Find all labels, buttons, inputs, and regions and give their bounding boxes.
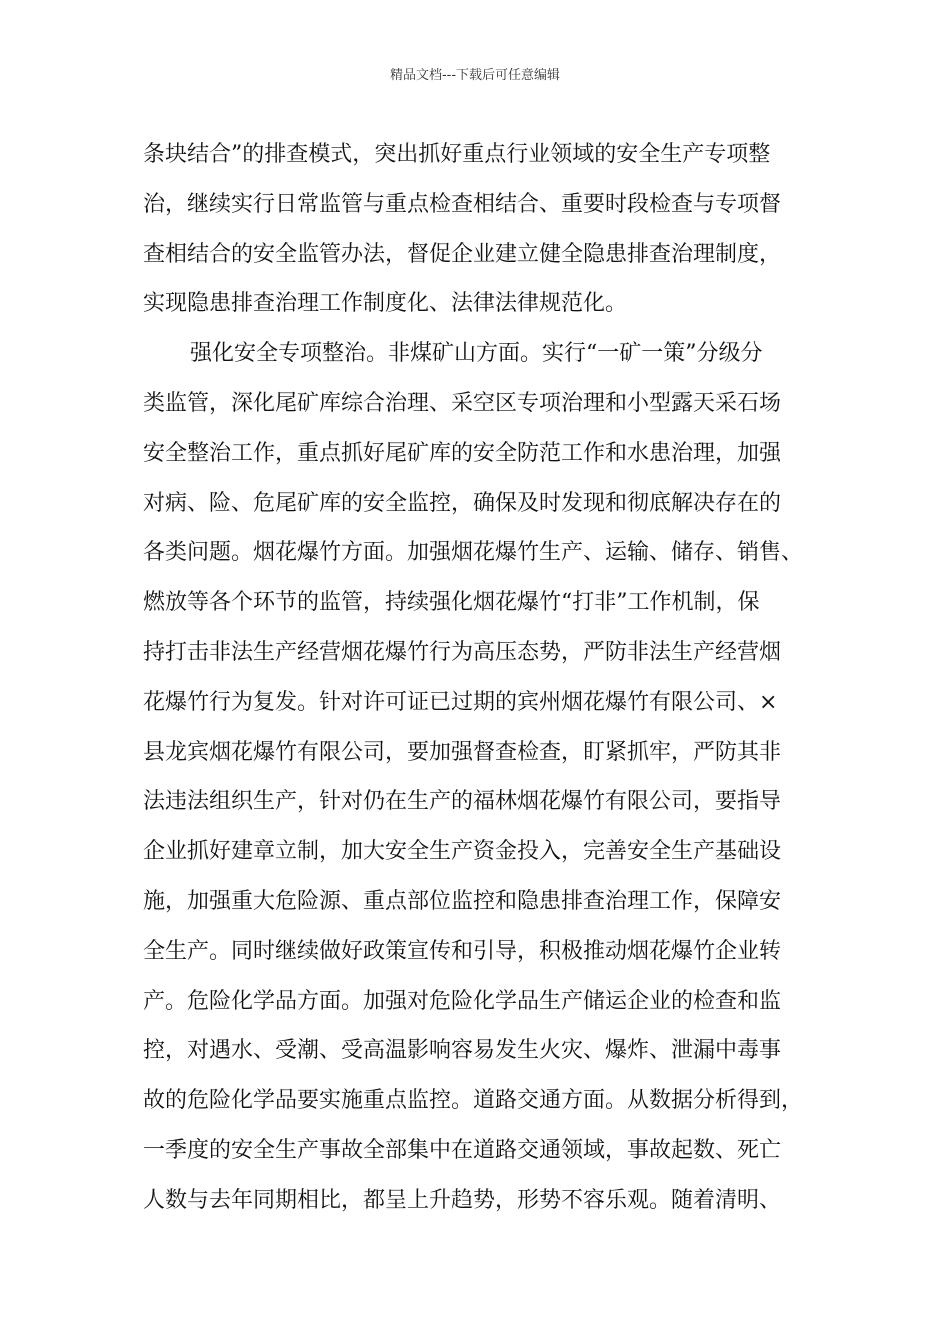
- text-line: 全生产。同时继续做好政策宣传和引导，积极推动烟花爆竹企业转: [143, 938, 782, 964]
- text-line: 持打击非法生产经营烟花爆竹行为高压态势，严防非法生产经营烟: [143, 639, 782, 665]
- document-body: [143, 130, 807, 1226]
- text-line: 治，继续实行日常监管与重点检查相结合、重要时段检查与专项督: [143, 191, 782, 217]
- text-line: 一季度的安全生产事故全部集中在道路交通领域，事故起数、死亡: [143, 1137, 782, 1163]
- text-line: 各类问题。烟花爆竹方面。加强烟花爆竹生产、运输、储存、销售、: [143, 540, 804, 566]
- text-line: 查相结合的安全监管办法，督促企业建立健全隐患排查治理制度，: [143, 241, 782, 267]
- text-line: 对病、险、危尾矿库的安全监控，确保及时发现和彻底解决存在的: [143, 490, 782, 516]
- text-line: 故的危险化学品要实施重点监控。道路交通方面。从数据分析得到，: [143, 1088, 804, 1114]
- text-line: 法违法组织生产，针对仍在生产的福林烟花爆竹有限公司，要指导: [143, 789, 782, 815]
- text-line: 条块结合”的排查模式，突出抓好重点行业领域的安全生产专项整: [143, 142, 771, 167]
- text-line: 县龙宾烟花爆竹有限公司，要加强督查检查，盯紧抓牢，严防其非: [143, 739, 782, 765]
- text-line: 控，对遇水、受潮、受高温影响容易发生火灾、爆炸、泄漏中毒事: [143, 1038, 782, 1064]
- text-line: 花爆竹行为复发。针对许可证已过期的宾州烟花爆竹有限公司、×: [143, 689, 778, 715]
- page-header: 精品文档---下载后可任意编辑: [389, 68, 561, 83]
- text-line: 安全整治工作，重点抓好尾矿库的安全防范工作和水患治理，加强: [143, 440, 782, 466]
- text-line: 企业抓好建章立制，加大安全生产资金投入，完善安全生产基础设: [143, 839, 782, 865]
- text-line: 燃放等各个环节的监管，持续强化烟花爆竹“打非”工作机制，保: [143, 590, 760, 616]
- text-line: 实现隐患排查治理工作制度化、法律法律规范化。: [143, 291, 628, 317]
- text-line: 施，加强重大危险源、重点部位监控和隐患排查治理工作，保障安: [143, 888, 782, 914]
- text-line: 类监管，深化尾矿库综合治理、采空区专项治理和小型露天采石场: [143, 390, 782, 416]
- text-line: 产。危险化学品方面。加强对危险化学品生产储运企业的检查和监: [143, 988, 782, 1014]
- paragraph-first-line: 强化安全专项整治。非煤矿山方面。实行“一矿一策”分级分: [190, 341, 763, 367]
- text-line: 人数与去年同期相比，都呈上升趋势，形势不容乐观。随着清明、: [143, 1187, 782, 1213]
